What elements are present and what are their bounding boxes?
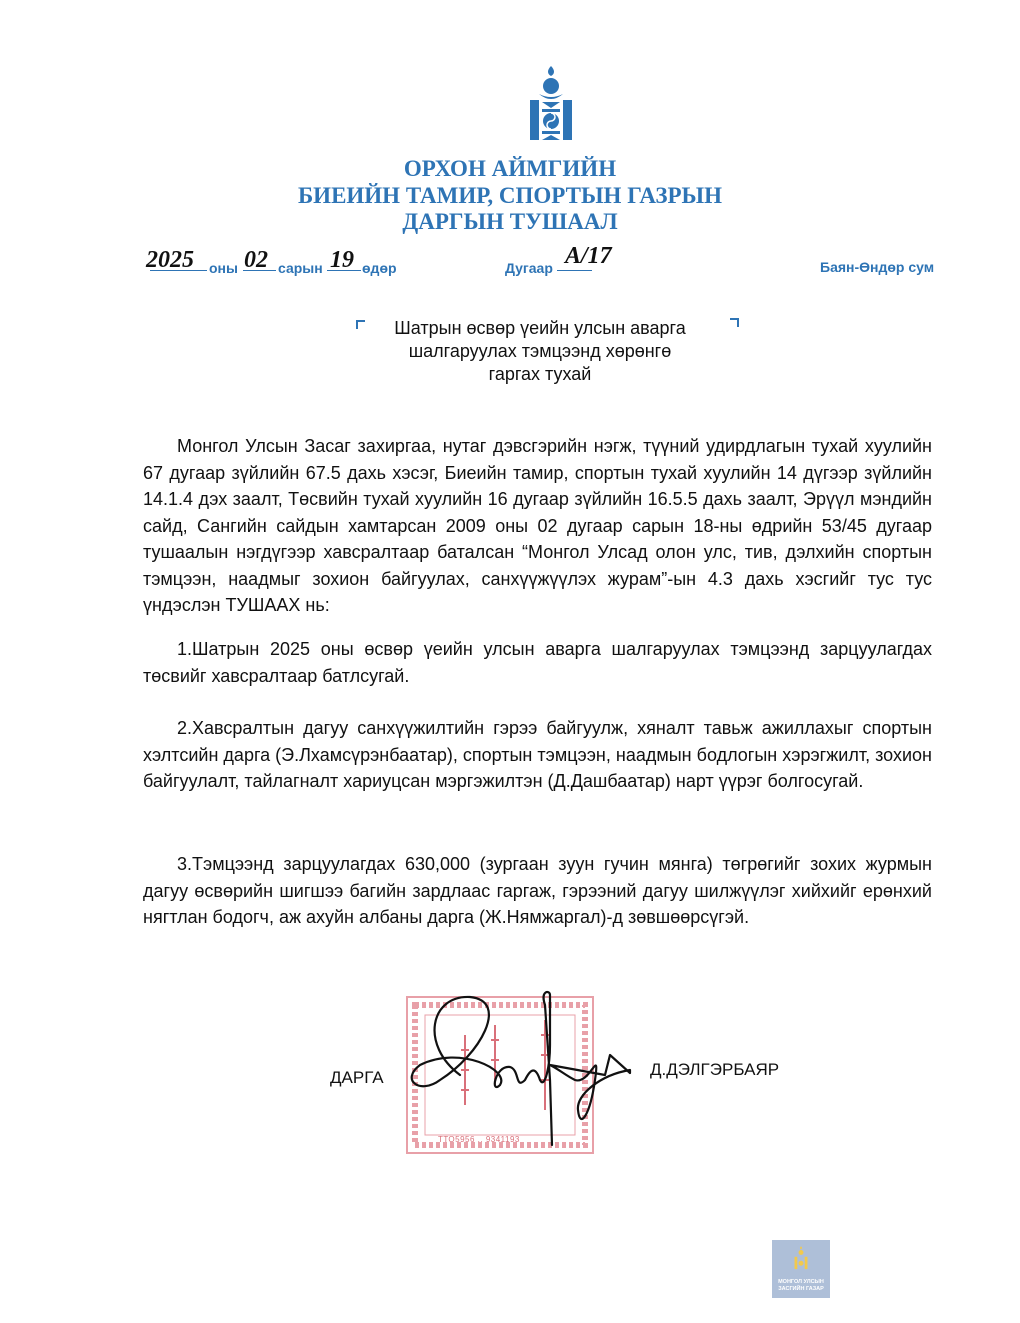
- number-handwritten: А/17: [565, 243, 612, 269]
- day-label: өдөр: [362, 260, 397, 276]
- signer-role: ДАРГА: [330, 1068, 384, 1087]
- government-logo-line2: ЗАСГИЙН ГАЗАР: [778, 1286, 824, 1292]
- day-handwritten: 19: [330, 247, 354, 273]
- title-line: Шатрын өсвөр үеийн улсын аварга: [394, 318, 686, 338]
- government-logo-line1: МОНГОЛ УЛСЫН: [778, 1279, 824, 1285]
- order-item-2: 2.Хавсралтын дагуу санхүүжилтийн гэрээ байгуулж, хяналт тавьж ажиллахыг спортын хэлтсийн дарга (Э.Лхамсүрэнбаатар), спортын тэмцээн, наадмын бодлогын хэрэгжилт, зохион байгуулалт, тайлагналт хариуцсан мэргэжилтэн (Д.Дашбаатар) нарт үүрэг болгосугай.: [143, 718, 932, 791]
- soyombo-emblem-icon: [793, 1244, 809, 1272]
- soyombo-emblem-icon: [525, 64, 577, 144]
- place-name: Баян-Өндөр сум: [820, 259, 935, 275]
- year-handwritten: 2025: [146, 247, 194, 273]
- month-label: сарын: [278, 260, 323, 276]
- government-logo-text: [772, 1279, 830, 1293]
- date-line: [0, 243, 1020, 282]
- signer-name: Д.ДЭЛГЭРБАЯР: [650, 1060, 780, 1079]
- signature-block: [330, 985, 810, 1160]
- order-item-3: 3.Тэмцээнд зарцуулагдах 630,000 (зургаан зуун гучин мянга) төгрөгийг зохих журмын дагуу өсвөрийн шигшээ багийн зардлаас гаргаж, гэрээний дагуу шилжүүлэг хийхийг ерөнхий нягтлан бодогч, аж ахуйн албаны дарга (Ж.Нямжаргал)-д зөвшөөрсүгэй.: [143, 854, 932, 927]
- number-label: Дугаар: [505, 260, 553, 276]
- month-handwritten: 02: [244, 247, 268, 273]
- org-name-line1: ОРХОН АЙМГИЙН: [403, 156, 617, 181]
- title-line: гаргах тухай: [488, 364, 592, 384]
- stamp-number: ТТО5956 .. 9341193: [438, 1135, 520, 1144]
- title-line: шалгаруулах тэмцээнд хөрөнгө: [408, 341, 672, 361]
- handwritten-signature: [400, 985, 640, 1155]
- org-name-line2: БИЕИЙН ТАМИР, СПОРТЫН ГАЗРЫН: [297, 183, 723, 208]
- preamble-paragraph: Монгол Улсын Засаг захиргаа, нутаг дэвсгэрийн нэгж, түүний удирдлагын тухай хуулийн 67 дугаар зүйлийн 67.5 дахь хэсэг, Биеийн тамир, спортын тухай хуулийн 14 дүгээр зүйлийн 14.1.4 дэх заалт, Төсвийн тухай хуулийн 16 дугаар зүйлийн 16.5.5 дахь заалт, Эрүүл мэндийн сайд, Сангийн сайдын хамтарсан 2009 оны 02 дугаар сарын 18-ны өдрийн 53/45 дугаар тушаалын нэгдүгээр хавсралтаар баталсан “Монгол Улсад олон улс, тив, дэлхийн спортын тэмцээн, наадмыг зохион байгуулах, санхүүжүүлэх журам”-ын 4.3 дахь хэсгийг тус тус үндэслэн ТУШААХ нь:: [143, 436, 932, 615]
- year-label: оны: [209, 260, 238, 276]
- document-title: [330, 317, 750, 386]
- order-item-1: 1.Шатрын 2025 оны өсвөр үеийн улсын аварга шалгаруулах тэмцээнд зарцуулагдах төсвийг хавсралтаар батлсугай.: [143, 639, 932, 686]
- document-type: ДАРГЫН ТУШААЛ: [402, 209, 618, 234]
- government-logo: [772, 1240, 830, 1298]
